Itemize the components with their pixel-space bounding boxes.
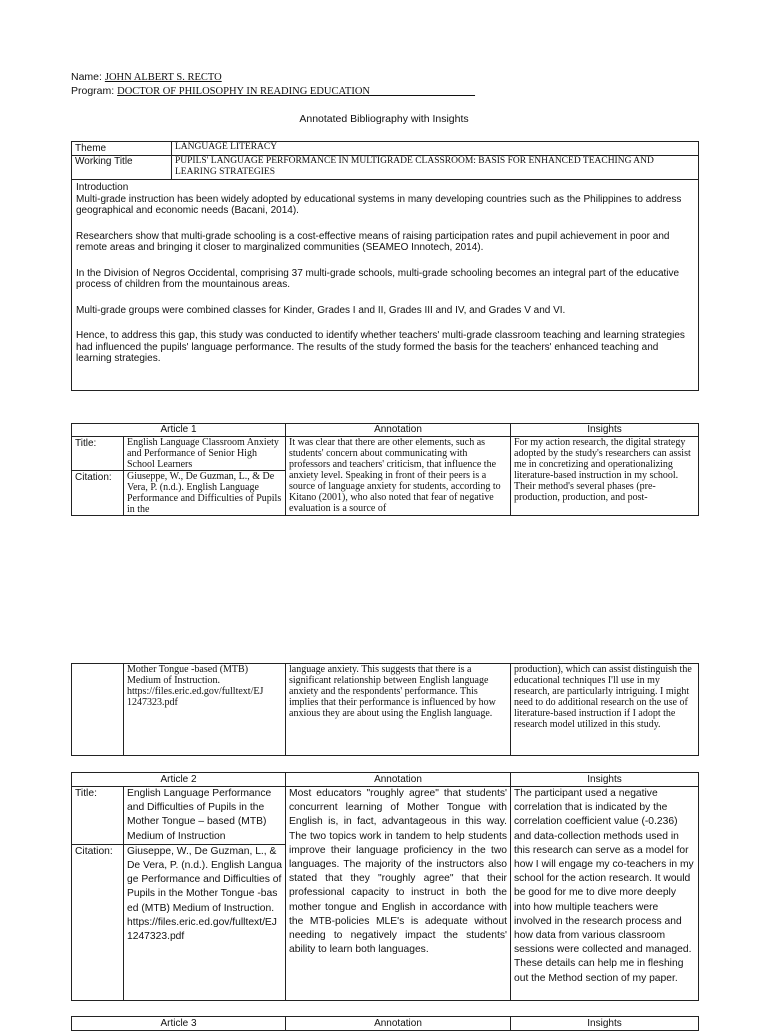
working-title-label: Working Title [72, 156, 172, 180]
name-value: JOHN ALBERT S. RECTO [104, 72, 222, 83]
insights-heading: Insights [511, 424, 699, 437]
citation-label: Citation: [72, 471, 124, 516]
article1-table [71, 423, 699, 516]
article1-annotation: It was clear that there are other elements, such as students' concern about communicating with professors and teachers' criticism, that influence the anxiety level. Speaking in front of their peers is a source of language anxiety for students, according to Kitano (2001), who also noted that fear of negative evaluation is a source of [286, 437, 511, 516]
introduction-section [72, 180, 699, 391]
article1-continued-table [71, 663, 699, 756]
document-title: Annotated Bibliography with Insights [299, 113, 469, 125]
article1-citation: Giuseppe, W., De Guzman, L., & De Vera, P. (n.d.). English Language Performance and Difficulties of Pupils in the [124, 471, 286, 516]
annotation-heading: Annotation [286, 424, 511, 437]
working-title-value: PUPILS' LANGUAGE PERFORMANCE IN MULTIGRADE CLASSROOM: BASIS FOR ENHANCED TEACHING AND LEARING STRATEGIES [172, 156, 699, 180]
program-line [71, 85, 475, 98]
article3-heading: Article 3 [72, 1017, 286, 1031]
article2-insights: The participant used a negative correlation that is indicated by the correlation coefficient value (-0.236) and data-collection methods used in this research can serve as a model for how I will engage my co-teachers in my school for the action research. It would be good for me to dive more deeply into how multiple teachers were involved in the research process and how data from various classroom sessions were collected and managed. These details can help me in fleshing out the Method section of my paper. [511, 787, 699, 1001]
article1-insights-continued: production), which can assist distinguish the educational techniques I'll use in my research, are particularly intriguing. I might need to do additional research on the use of literature-based instruction if I adopt the research model utilized in this study. [511, 664, 699, 756]
annotation-heading: Annotation [286, 1017, 511, 1031]
article2-annotation: Most educators "roughly agree" that students' concurrent learning of Mother Tongue with English is, in fact, advantageous in this way. The two topics work in tandem to help students improve their language proficiency in the two languages. The majority of the instructors also stated that they "roughly agree" that their professional capacity to instruct in both the mother tongue and English in accordance with the MTB-policies MLE's is adequate without needing to negatively impact the students' ability to learn both languages. [286, 787, 511, 1001]
program-label: Program: [71, 85, 115, 97]
intro-paragraph: Multi-grade instruction has been widely adopted by educational systems in many developing countries such as the Philippines to address geographical and economic needs (Bacani, 2014). [76, 193, 682, 216]
insights-heading: Insights [511, 773, 699, 787]
annotation-heading: Annotation [286, 773, 511, 787]
article1-insights: For my action research, the digital strategy adopted by the study's researchers can assist me in concretizing and operationalizing literature-based instruction in my school. Their method's several phases (pre-production, production, and post- [511, 437, 699, 516]
introduction-heading: Introduction [76, 182, 129, 193]
citation-label: Citation: [72, 844, 124, 1000]
info-table [71, 141, 699, 391]
article2-title: English Language Performance and Difficulties of Pupils in the Mother Tongue – based (MTB) Medium of Instruction [124, 787, 286, 845]
article1-citation-continued: Mother Tongue -based (MTB) Medium of Instruction. https://files.eric.ed.gov/fulltext/EJ 1247323.pdf [124, 664, 286, 756]
article1-annotation-continued: language anxiety. This suggests that there is a significant relationship between English language anxiety and the respondents' performance. This implies that their performance is influenced by how anxious they are about using the English language. [286, 664, 511, 756]
name-line [71, 71, 222, 84]
article2-citation: Giuseppe, W., De Guzman, L., & De Vera, P. (n.d.). English Language Performance and Difficulties of Pupils in the Mother Tongue -based (MTB) Medium of Instruction. https://files.eric.ed.gov/fulltext/EJ1247323.pdf [124, 844, 286, 1000]
insights-heading: Insights [511, 1017, 699, 1031]
intro-paragraph: Multi-grade groups were combined classes for Kinder, Grades I and II, Grades III and IV, and Grades V and VI. [76, 304, 566, 316]
intro-paragraph: Researchers show that multi-grade schooling is a cost-effective means of raising participation rates and pupil achievement in poor and remote areas and bringing it closer to marginalized communities (SEAMEO Innotech, 2014). [76, 230, 670, 253]
program-value: DOCTOR OF PHILOSOPHY IN READING EDUCATION____________________ [117, 86, 475, 97]
intro-paragraph: In the Division of Negros Occidental, comprising 37 multi-grade schools, multi-grade schooling becomes an integral part of the educative process of children from the mountainous areas. [76, 267, 680, 290]
article2-heading: Article 2 [72, 773, 286, 787]
empty-label-cell [72, 664, 124, 756]
article1-title: English Language Classroom Anxiety and Performance of Senior High School Learners [124, 437, 286, 471]
article2-table [71, 772, 699, 1001]
theme-value: LANGUAGE LITERACY [172, 142, 699, 156]
theme-label: Theme [72, 142, 172, 156]
intro-paragraph: Hence, to address this gap, this study was conducted to identify whether teachers' multi-grade classroom teaching and learning strategies had influenced the pupils' language performance. The results of the study formed the basis for the teachers' enhanced teaching and learning strategies. [76, 330, 685, 364]
title-label: Title: [72, 437, 124, 471]
article1-heading: Article 1 [72, 424, 286, 437]
name-label: Name: [71, 71, 102, 83]
title-label: Title: [72, 787, 124, 845]
